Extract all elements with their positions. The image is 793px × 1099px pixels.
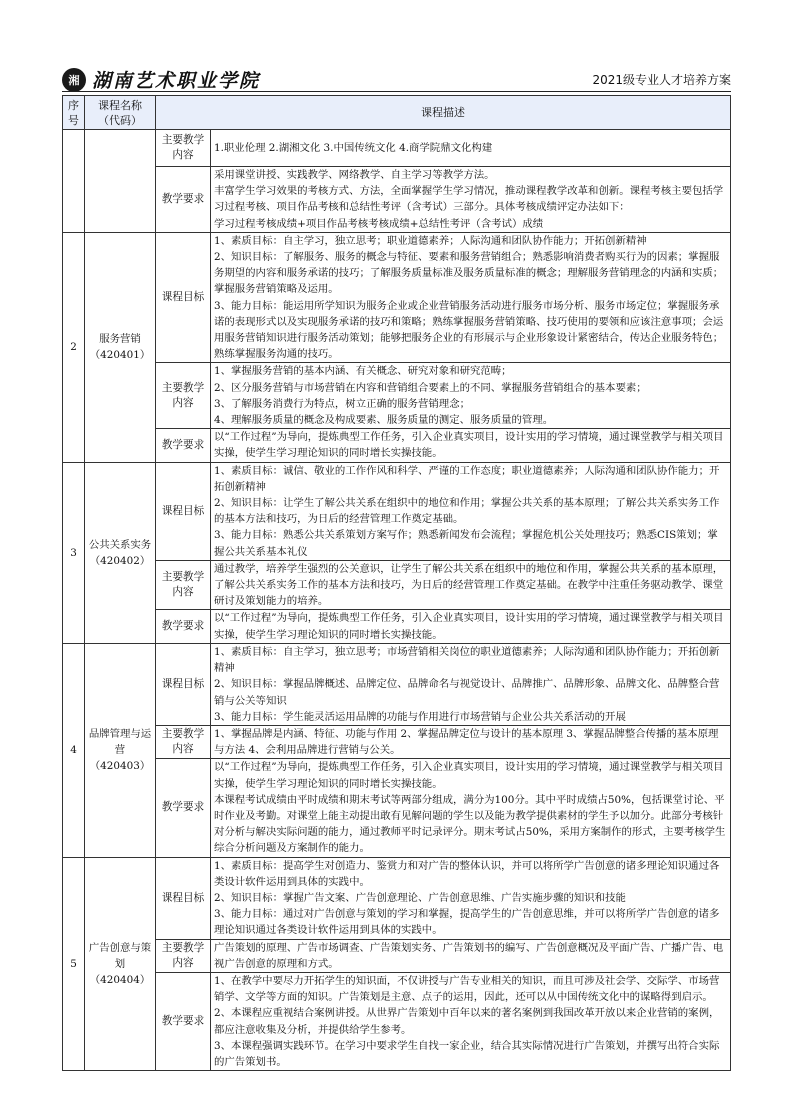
- course-number: 2: [63, 232, 85, 462]
- description-line: 3、能力目标：熟悉公共关系策划方案写作；熟悉新闻发布会流程；掌握危机公关处理技巧；熟悉CIS策划；掌握公共关系基本礼仪: [214, 529, 718, 558]
- course-name: 服务营销: [99, 333, 141, 346]
- row-label: 主要教学内容: [156, 560, 211, 610]
- description-cell: [211, 429, 731, 462]
- table-header-row: [63, 96, 731, 130]
- table-row: [63, 560, 731, 610]
- course-code: （420401）: [89, 349, 151, 362]
- table-row: [63, 939, 731, 972]
- row-label: 课程目标: [156, 857, 211, 939]
- description-cell: [211, 610, 731, 643]
- row-label: 教学要求: [156, 759, 211, 857]
- description-line: 2、本课程应重视结合案例讲授。从世界广告策划中百年以来的著名案例到我国改革开放以来企业营销的案例，都应注意收集及分析，并提供给学生参考。: [214, 1007, 720, 1036]
- table-row: [63, 462, 731, 560]
- course-name-cell: [85, 232, 156, 462]
- header-num: 序号: [63, 96, 85, 130]
- table-row: [63, 857, 731, 939]
- table-row: [63, 130, 731, 167]
- description-line: 1、素质目标：自主学习，独立思考；职业道德素养；人际沟通和团队协作能力；开拓创新精神: [214, 234, 647, 247]
- description-line: 以“工作过程”为导向，提炼典型工作任务，引入企业真实项目，设计实用的学习情境，通过课堂教学与相关项目实操，使学生学习理论知识的同时增长实操技能。: [214, 431, 724, 460]
- description-line: 采用课堂讲授、实践教学、网络教学、自主学习等教学方法。: [214, 169, 495, 181]
- header-rule: [62, 91, 731, 92]
- school-name: 湖南艺术职业学院: [92, 70, 261, 92]
- description-line: 2、区分服务营销与市场营销在内容和营销组合要素上的不同、掌握服务营销组合的基本要素；: [214, 381, 647, 394]
- description-line: 3、本课程强调实践环节。在学习中要求学生自找一家企业，结合其实际情况进行广告策划，并撰写出符合实际的广告策划书。: [214, 1039, 720, 1068]
- description-line: 3、了解服务消费行为特点，树立正确的服务营销理念；: [214, 397, 470, 410]
- table-row: [63, 363, 731, 429]
- table-row: [63, 725, 731, 758]
- description-line: 1、掌握服务营销的基本内涵、有关概念、研究对象和研究范畴；: [214, 365, 512, 378]
- description-cell: [211, 560, 731, 610]
- description-line: 以“工作过程”为导向，提炼典型工作任务，引入企业真实项目，设计实用的学习情境，通过课堂教学与相关项目实操，使学生学习理论知识的同时增长实操技能。: [214, 761, 724, 790]
- course-number: 3: [63, 462, 85, 643]
- course-code: （420404）: [89, 973, 151, 986]
- description-cell: [211, 462, 731, 560]
- school-logo: [62, 66, 260, 93]
- description-line: 1、在教学中要尽力开拓学生的知识面，不仅讲授与广告专业相关的知识，而且可涉及社会学、交际学、市场营销学、文学等方面的知识。广告策划是主意、点子的运用，因此，还可以从中国传统文化中的谋略得到启示。: [214, 974, 720, 1004]
- course-cell: [85, 130, 156, 233]
- description-cell: [211, 972, 731, 1070]
- course-code: （420403）: [89, 760, 151, 773]
- table-row: [63, 759, 731, 857]
- table-row: [63, 429, 731, 462]
- course-name-cell: [85, 643, 156, 857]
- row-label: 主要教学内容: [156, 363, 211, 429]
- description-line: 以“工作过程”为导向，提炼典型工作任务，引入企业真实项目，设计实用的学习情境，通过课堂教学与相关项目实操，使学生学习理论知识的同时增长实操技能。: [214, 612, 724, 641]
- course-number: 4: [63, 643, 85, 857]
- table-row: [63, 610, 731, 643]
- description-line: 1、素质目标：提高学生对创造力、鉴赏力和对广告的整体认识，并可以将所学广告创意的诸多理论知识通过各类设计软件运用到具体的实践中。: [214, 859, 720, 888]
- table-row: [63, 643, 731, 725]
- table-row: [63, 167, 731, 233]
- course-name: 品牌管理与运营: [88, 727, 152, 757]
- plan-title: 2021级专业人才培养方案: [592, 73, 731, 87]
- course-number: 5: [63, 857, 85, 1071]
- description-line: 4、理解服务质量的概念及构成要素、服务质量的测定、服务质量的管理。: [214, 414, 554, 427]
- course-name: 广告创意与策划: [88, 941, 152, 970]
- description-line: 丰富学生学习效果的考核方式、方法，全面掌握学生学习情况，推动课程教学改革和创新。课程考核主要包括学习过程考核、项目作品考核和总结性考评（含考试）三部分。具体考核成绩评定办法如下：: [214, 185, 724, 214]
- description-cell: [211, 363, 731, 429]
- description-line: 2、知识目标：让学生了解公共关系在组织中的地位和作用；掌握公共关系的基本原理；了解公共关系实务工作的基本方法和技巧，为日后的经营管理工作奠定基础。: [214, 497, 720, 526]
- description-cell: [211, 232, 731, 363]
- row-label: 课程目标: [156, 643, 211, 725]
- description-line: 2、知识目标：掌握品牌概述、品牌定位、品牌命名与视觉设计、品牌推广、品牌形象、品牌文化、品牌整合营销与公关等知识: [214, 678, 720, 707]
- row-label: 课程目标: [156, 462, 211, 560]
- school-seal-icon: 湘: [62, 68, 86, 92]
- row-label: 课程目标: [156, 232, 211, 363]
- description-line: 通过教学，培养学生强烈的公关意识，让学生了解公共关系在组织中的地位和作用，掌握公共关系的基本原理，了解公共关系实务工作的基本方法和技巧，为日后的经营管理工作奠定基础。在教学中注重任务驱动教学、课堂研讨及策划能力的培养。: [214, 562, 724, 608]
- header-course: 课程名称（代码）: [85, 96, 156, 130]
- course-name: 公共关系实务: [88, 538, 152, 551]
- table-row: [63, 232, 731, 363]
- row-label: 主要教学内容: [156, 939, 211, 972]
- description-line: 2、知识目标：掌握广告文案、广告创意理论、广告创意思维、广告实施步骤的知识和技能: [214, 891, 626, 904]
- row-label: 主要教学内容: [156, 130, 211, 167]
- description-line: 2、知识目标：了解服务、服务的概念与特征、要素和服务营销组合；熟悉影响消费者购买行为的因素；掌握服务期望的内容和服务承诺的技巧；了解服务质量标准及服务质量标准的概念；理解服务营销理念的内涵和实质；掌握服务营销策略及运用。: [214, 251, 724, 296]
- description-cell: [211, 725, 731, 758]
- description-line: 广告策划的原理、广告市场调查、广告策划实务、广告策划书的编写、广告创意概况及平面广告、广播广告、电视广告创意的原理和方式。: [214, 941, 724, 970]
- description-line: 1.职业伦理 2.湖湘文化 3.中国传统文化 4.商学院鼎文化构建: [214, 141, 493, 154]
- page-header: [62, 66, 731, 90]
- description-cell: [211, 857, 731, 939]
- description-line: 本课程考试成绩由平时成绩和期末考试等两部分组成，满分为100分。其中平时成绩占50%，包括课堂讨论、平时作业及考勤。对课堂上能主动提出敢有见解问题的学生以及能为教学提供素材的学生予以加分。此部分考核针对分析与解决实际问题的能力，通过教师平时记录评分。期末考试占50%，采用方案制作的形式，主要考核学生综合分析问题及方案制作的能力。: [214, 793, 726, 855]
- description-line: 1、掌握品牌是内涵、特征、功能与作用 2、掌握品牌定位与设计的基本原理 3、掌握品牌整合传播的基本原理与方法 4、会利用品牌进行营销与公关。: [214, 727, 719, 757]
- row-label: 教学要求: [156, 429, 211, 462]
- description-cell: [211, 759, 731, 857]
- row-label: 教学要求: [156, 972, 211, 1070]
- course-table: [62, 95, 731, 1071]
- description-line: 学习过程考核成绩+项目作品考核考核成绩+总结性考评（含考试）成绩: [214, 217, 544, 230]
- row-label: 主要教学内容: [156, 725, 211, 758]
- table-row: [63, 972, 731, 1070]
- row-label: 教学要求: [156, 167, 211, 233]
- description-cell: [211, 167, 731, 233]
- num-cell: [63, 130, 85, 233]
- course-name-cell: [85, 462, 156, 643]
- header-desc: 课程描述: [156, 96, 731, 130]
- row-label: 教学要求: [156, 610, 211, 643]
- description-cell: [211, 643, 731, 725]
- description-line: 1、素质目标：自主学习，独立思考；市场营销相关岗位的职业道德素养；人际沟通和团队协作能力；开拓创新精神: [214, 645, 720, 675]
- course-code: （420402）: [89, 554, 151, 567]
- description-line: 3、能力目标：通过对广告创意与策划的学习和掌握，提高学生的广告创意思维，并可以将所学广告创意的诸多理论知识通过各类设计软件运用到具体的实践中。: [214, 908, 720, 937]
- description-line: 3、能力目标：能运用所学知识为服务企业或企业营销服务活动进行服务市场分析、服务市场定位；掌握服务承诺的表现形式以及实现服务承诺的技巧和策略；熟练掌握服务营销策略、技巧使用的要领和应该注意事项；会运用服务营销知识进行服务活动策划；能够把服务企业的有形展示与企业形象设计紧密结合，传达企业服务特色；熟练掌握服务沟通的技巧。: [214, 299, 724, 361]
- description-line: 3、能力目标：学生能灵活运用品牌的功能与作用进行市场营销与企业公共关系活动的开展: [214, 710, 626, 723]
- description-cell: [211, 130, 731, 167]
- course-name-cell: [85, 857, 156, 1071]
- description-line: 1、素质目标：诚信、敬业的工作作风和科学、严谨的工作态度；职业道德素养；人际沟通和团队协作能力；开拓创新精神: [214, 464, 720, 493]
- description-cell: [211, 939, 731, 972]
